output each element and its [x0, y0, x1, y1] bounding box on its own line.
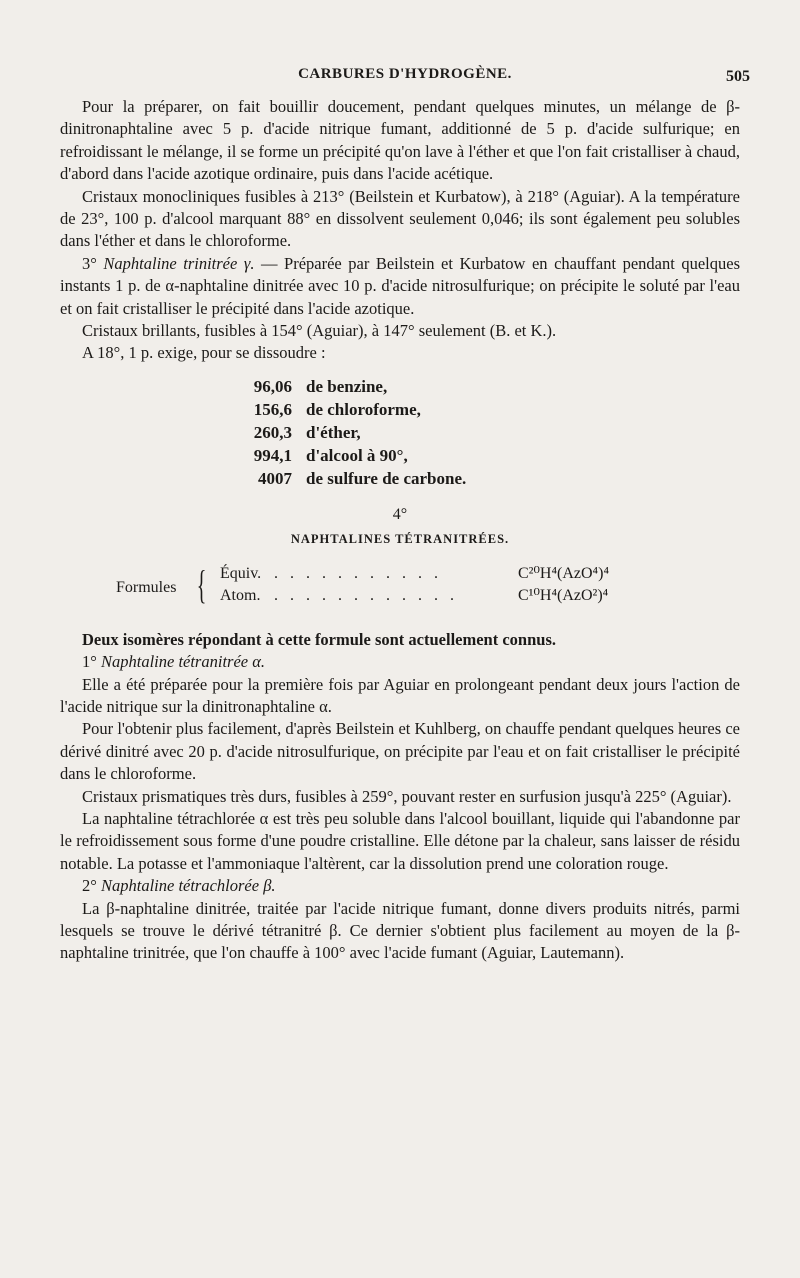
solubility-row: [60, 398, 740, 421]
paragraph-crystals-brilliant: Cristaux brillants, fusibles à 154° (Aguiar), à 147° seulement (B. et K.).: [82, 321, 557, 341]
brace: {: [196, 561, 207, 607]
paragraph-crystals-monoclinic: Cristaux monocliniques fusibles à 213° (Beilstein et Kurbatow), à 218° (Aguiar). A la température de 23°, 100 p. d'alcool marquant 88° en dissolvent seulement 0,046; ils sont également peu solubles dans l'éther et dans le chloroforme.: [60, 186, 740, 251]
solubility-row: [60, 375, 740, 398]
formulas-block: [60, 561, 740, 617]
page-number: 505: [726, 68, 750, 85]
paragraph-preparation: Pour la préparer, on fait bouillir doucement, pendant quelques minutes, un mélange de β-dinitronaphtaline avec 5 p. d'acide nitrique fumant, additionné de 5 p. d'acide sulfurique; en refroidissant le mélange, il se forme un précipité qu'on lave à l'éther et que l'on fait cristalliser à chaud, d'abord dans l'acide azotique ordinaire, puis dans l'acide acétique.: [60, 97, 740, 184]
solubility-solvent: d'éther,: [306, 422, 361, 442]
solubility-row: [60, 421, 740, 444]
subheading-tetranitree: [60, 651, 740, 673]
item-number: 1°: [82, 652, 97, 672]
compound-name: Naphtaline tétrachlorée β.: [100, 876, 276, 896]
section-number: 4°: [392, 505, 408, 523]
solubility-value: 994,1: [253, 445, 292, 465]
solubility-table: [60, 375, 740, 490]
compound-name: Naphtaline tétranitrée α.: [100, 652, 266, 672]
item-number: 3°: [82, 253, 97, 273]
formulas-label: Formules: [116, 578, 177, 596]
formula-leader-dots: . . . . . . . . . . .: [274, 564, 442, 582]
formula-row-atom: [220, 585, 609, 607]
formula-value: C¹⁰H⁴(AzO²)⁴: [518, 586, 609, 604]
solubility-value: 260,3: [253, 422, 292, 442]
solubility-solvent: d'alcool à 90°,: [306, 445, 408, 465]
paragraph-aguiar: Elle a été préparée pour la première fois par Aguiar en prolongeant pendant deux jours l'action de l'acide nitrique sur la dinitronaphtaline α.: [60, 674, 740, 716]
paragraph-trinitree: [60, 253, 740, 320]
formula-leader-dots: . . . . . . . . . . . .: [274, 586, 458, 604]
compound-name: Naphtaline trinitrée γ.: [103, 253, 255, 273]
paragraph-dissolve-intro: A 18°, 1 p. exige, pour se dissoudre :: [82, 343, 326, 363]
solubility-solvent: de benzine,: [306, 376, 388, 396]
paragraph-isomers: Deux isomères répondant à cette formule sont actuellement connus.: [82, 629, 557, 649]
item-number: 2°: [82, 876, 97, 896]
paragraph-beilstein: Pour l'obtenir plus facilement, d'après Beilstein et Kuhlberg, on chauffe pendant quelques heures ce dérivé dinitré avec 20 p. d'acide nitrosulfurique, on précipite par l'eau et on fait cristalliser le précipité dans le chloroforme.: [60, 719, 740, 784]
formula-row-equiv: [220, 563, 610, 585]
subheading-tetrachloree: [60, 875, 740, 897]
section-title: NAPHTALINES TÉTRANITRÉES.: [290, 532, 510, 547]
solubility-row: [60, 444, 740, 467]
solubility-value: 96,06: [253, 376, 292, 396]
paragraph-tetrachloree: La naphtaline tétrachlorée α est très peu soluble dans l'alcool bouillant, liquide qui l'abandonne par le refroidissement sous forme d'une poudre cristalline. Elle détone par la chaleur, sans laisser de résidu notable. La potasse et l'ammoniaque l'altèrent, car la dissolution prend une coloration rouge.: [60, 808, 740, 873]
formula-name: Atom.: [220, 586, 261, 604]
solubility-solvent: de sulfure de carbone.: [306, 468, 467, 488]
running-title: CARBURES D'HYDROGÈNE.: [298, 66, 512, 82]
paragraph-beta-naphtaline: La β-naphtaline dinitrée, traitée par l'acide nitrique fumant, donne divers produits nitrés, parmi lesquels se trouve le dérivé tétranitré β. Ce dernier s'obtient plus facilement au moyen de la β-naphtaline trinitrée, que l'on chauffe à 100° avec l'acide fumant (Aguiar, Lautemann).: [60, 898, 740, 963]
page-header: [60, 62, 750, 86]
formula-name: Équiv.: [220, 564, 262, 582]
solubility-value: 4007: [258, 468, 292, 488]
formula-value: C²⁰H⁴(AzO⁴)⁴: [518, 564, 610, 582]
paragraph-text: — Préparée par Beilstein et Kurbatow en chauffant pendant quelques instants 1 p. de α-naphtaline dinitrée avec 10 p. d'acide nitrosulfurique; on précipite le soluté par l'eau et on fait cristalliser le précipité dans l'acide azotique.: [60, 253, 740, 318]
page-body: [60, 96, 740, 965]
paragraph-prismatic: Cristaux prismatiques très durs, fusibles à 259°, pouvant rester en surfusion jusqu'à 225° (Aguiar).: [82, 786, 732, 806]
solubility-solvent: de chloroforme,: [306, 399, 421, 419]
solubility-row: [60, 467, 740, 490]
solubility-value: 156,6: [253, 399, 292, 419]
